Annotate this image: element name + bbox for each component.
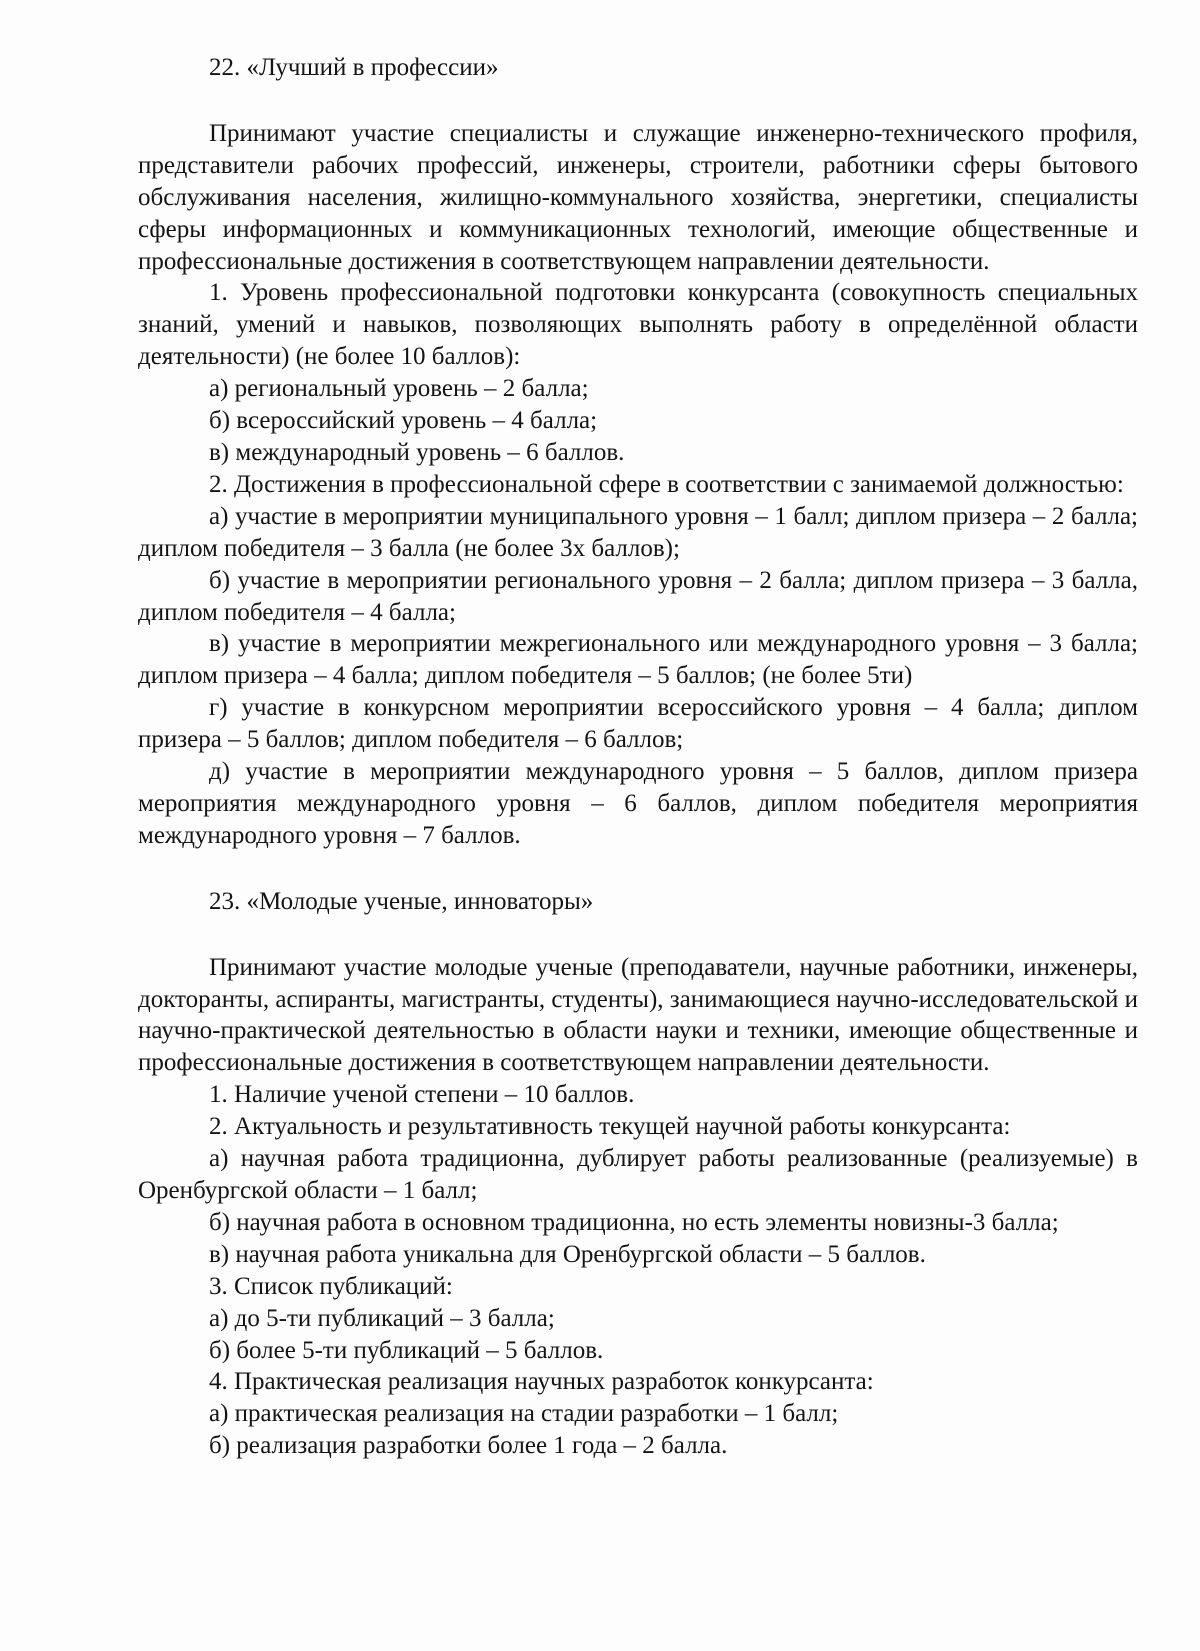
criterion-option: а) научная работа традиционна, дублирует работы реализованные (реализуемые) в Оренбургской области – 1 балл;: [138, 1145, 1138, 1204]
criterion: 3. Список публикаций:: [209, 1272, 453, 1300]
criterion: 1. Уровень профессиональной подготовки конкурсанта (совокупность специальных знаний, умений и навыков, позволяющих выполнять работу в определённой области деятельности) (не более 10 баллов):: [138, 279, 1138, 371]
criterion-option: в) международный уровень – 6 баллов.: [209, 438, 625, 466]
criterion-option: б) научная работа в основном традиционна, но есть элементы новизны-3 балла;: [209, 1208, 1059, 1236]
criterion-option: а) до 5-ти публикаций – 3 балла;: [209, 1304, 555, 1332]
criterion-option: а) участие в мероприятии муниципального уровня – 1 балл; диплом призера – 2 балла; диплом победителя – 3 балла (не более 3х баллов);: [138, 502, 1138, 562]
criterion-option: б) реализация разработки более 1 года – 2 балла.: [209, 1432, 728, 1460]
criterion-option: б) участие в мероприятии регионального уровня – 2 балла; диплом призера – 3 балла, диплом победителя – 4 балла;: [138, 566, 1138, 626]
criterion-option: б) всероссийский уровень – 4 балла;: [209, 407, 598, 435]
criterion-option: в) научная работа уникальна для Оренбургской области – 5 баллов.: [209, 1240, 926, 1268]
section-intro: Принимают участие специалисты и служащие инженерно-технического профиля, представители рабочих профессий, инженеры, строители, работники сферы бытового обслуживания населения, жилищно-коммунального хозяйства, энергетики, специалисты сферы информационных и коммуникационных технологий, имеющие общественные и профессиональные достижения в соответствующем направлении деятельности.: [138, 119, 1138, 275]
section-intro: Принимают участие молодые ученые (преподаватели, научные работники, инженеры, докторанты, аспиранты, магистранты, студенты), занимающиеся научно-исследовательской и научно-практической деятельностью в области науки и техники, имеющие общественные и профессиональные достижения в соответствующем направлении деятельности.: [138, 953, 1138, 1077]
criterion: 2. Актуальность и результативность текущей научной работы конкурсанта:: [209, 1113, 1011, 1141]
criterion: 2. Достижения в профессиональной сфере в соответствии с занимаемой должностью:: [209, 470, 1124, 498]
criterion-option: а) региональный уровень – 2 балла;: [209, 375, 589, 403]
section-title: 22. «Лучший в профессии»: [209, 54, 499, 81]
criterion: 4. Практическая реализация научных разработок конкурсанта:: [209, 1368, 874, 1396]
criterion: 1. Наличие ученой степени – 10 баллов.: [209, 1081, 635, 1109]
criterion-option: б) более 5-ти публикаций – 5 баллов.: [209, 1336, 604, 1364]
section-title: 23. «Молодые ученые, инноваторы»: [209, 887, 594, 915]
section-23: [138, 886, 1138, 1462]
section-22: [138, 52, 1138, 852]
criterion-option: а) практическая реализация на стадии разработки – 1 балл;: [209, 1400, 839, 1428]
criterion-option: г) участие в конкурсном мероприятии всероссийского уровня – 4 балла; диплом призера – 5 баллов; диплом победителя – 6 баллов;: [138, 694, 1138, 754]
criterion-option: в) участие в мероприятии межрегионального или международного уровня – 3 балла; диплом призера – 4 балла; диплом победителя – 5 баллов; (не более 5ти): [138, 630, 1138, 690]
criterion-option: д) участие в мероприятии международного уровня – 5 баллов, диплом призера мероприятия международного уровня – 6 баллов, диплом победителя мероприятия международного уровня – 7 баллов.: [138, 758, 1138, 849]
